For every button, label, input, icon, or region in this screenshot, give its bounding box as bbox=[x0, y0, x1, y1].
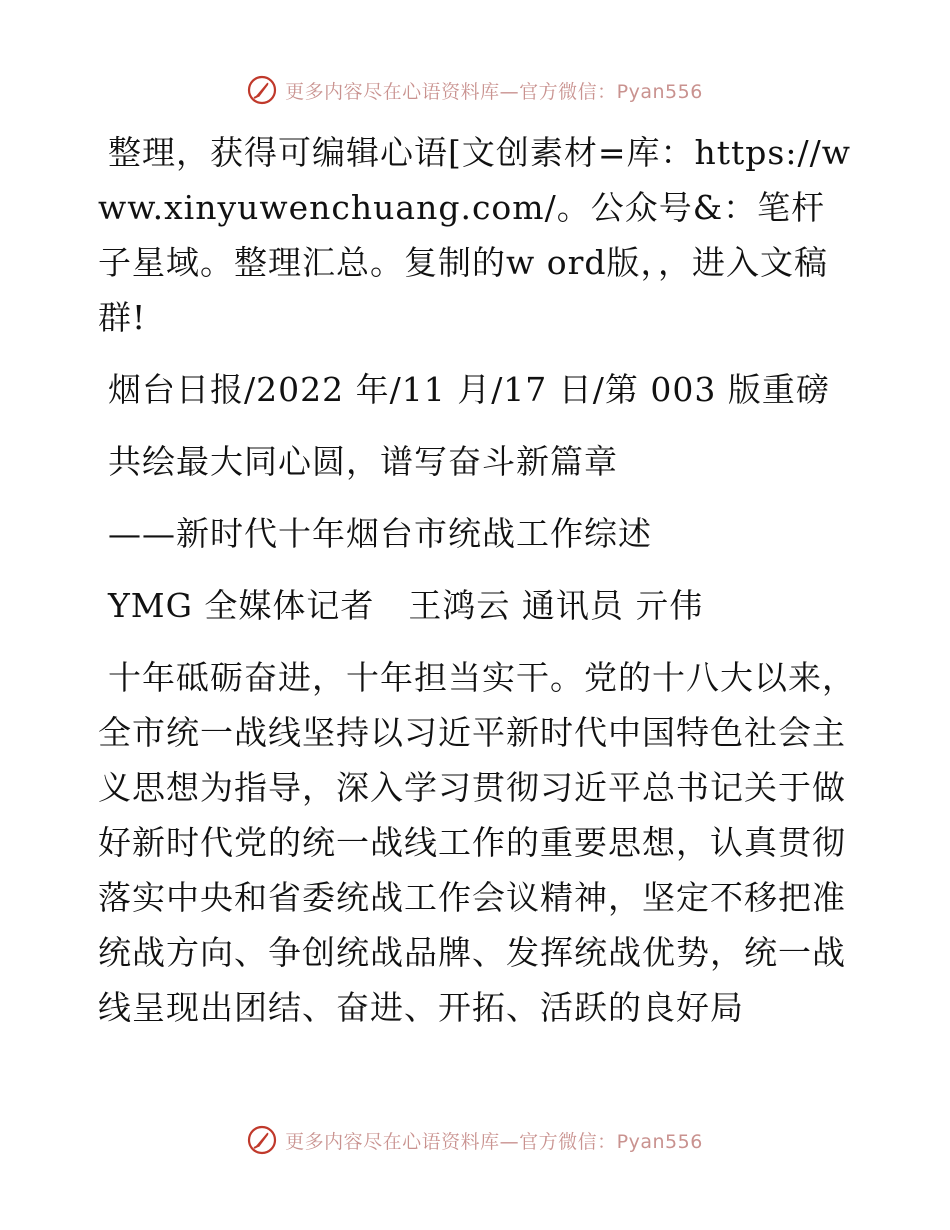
quill-logo-icon bbox=[247, 75, 277, 105]
header-banner-text: 更多内容尽在心语资料库—官方微信：Pyan556 bbox=[285, 80, 703, 103]
quill-logo-icon bbox=[247, 1125, 277, 1155]
header-banner bbox=[0, 72, 950, 108]
article-title: 共绘最大同心圆，谱写奋斗新篇章 bbox=[108, 442, 618, 481]
footer-banner bbox=[0, 1122, 950, 1158]
intro-paragraph: 整理，获得可编辑心语[文创素材=库：https://www.xinyuwenchuang.com/。公众号&：笔杆子星域。整理汇总。复制的w ord版，，进入文稿群! bbox=[98, 133, 851, 337]
article-subtitle: ——新时代十年烟台市统战工作综述 bbox=[108, 514, 652, 553]
body-paragraph: 十年砥砺奋进，十年担当实干。党的十八大以来，全市统一战线坚持以习近平新时代中国特色社会主义思想为指导，深入学习贯彻习近平总书记关于做好新时代党的统一战线工作的重要思想，认真贯彻落实中央和省委统战工作会议精神，坚定不移把准统战方向、争创统战品牌、发挥统战优势，统一战线呈现出团结、奋进、开拓、活跃的良好局 bbox=[98, 658, 856, 1027]
footer-banner-text: 更多内容尽在心语资料库—官方微信：Pyan556 bbox=[285, 1130, 703, 1153]
byline: YMG 全媒体记者 王鸿云 通讯员 亓伟 bbox=[108, 586, 704, 625]
document-body bbox=[98, 125, 858, 1035]
source-line: 烟台日报/2022 年/11 月/17 日/第 003 版重磅 bbox=[108, 370, 830, 409]
